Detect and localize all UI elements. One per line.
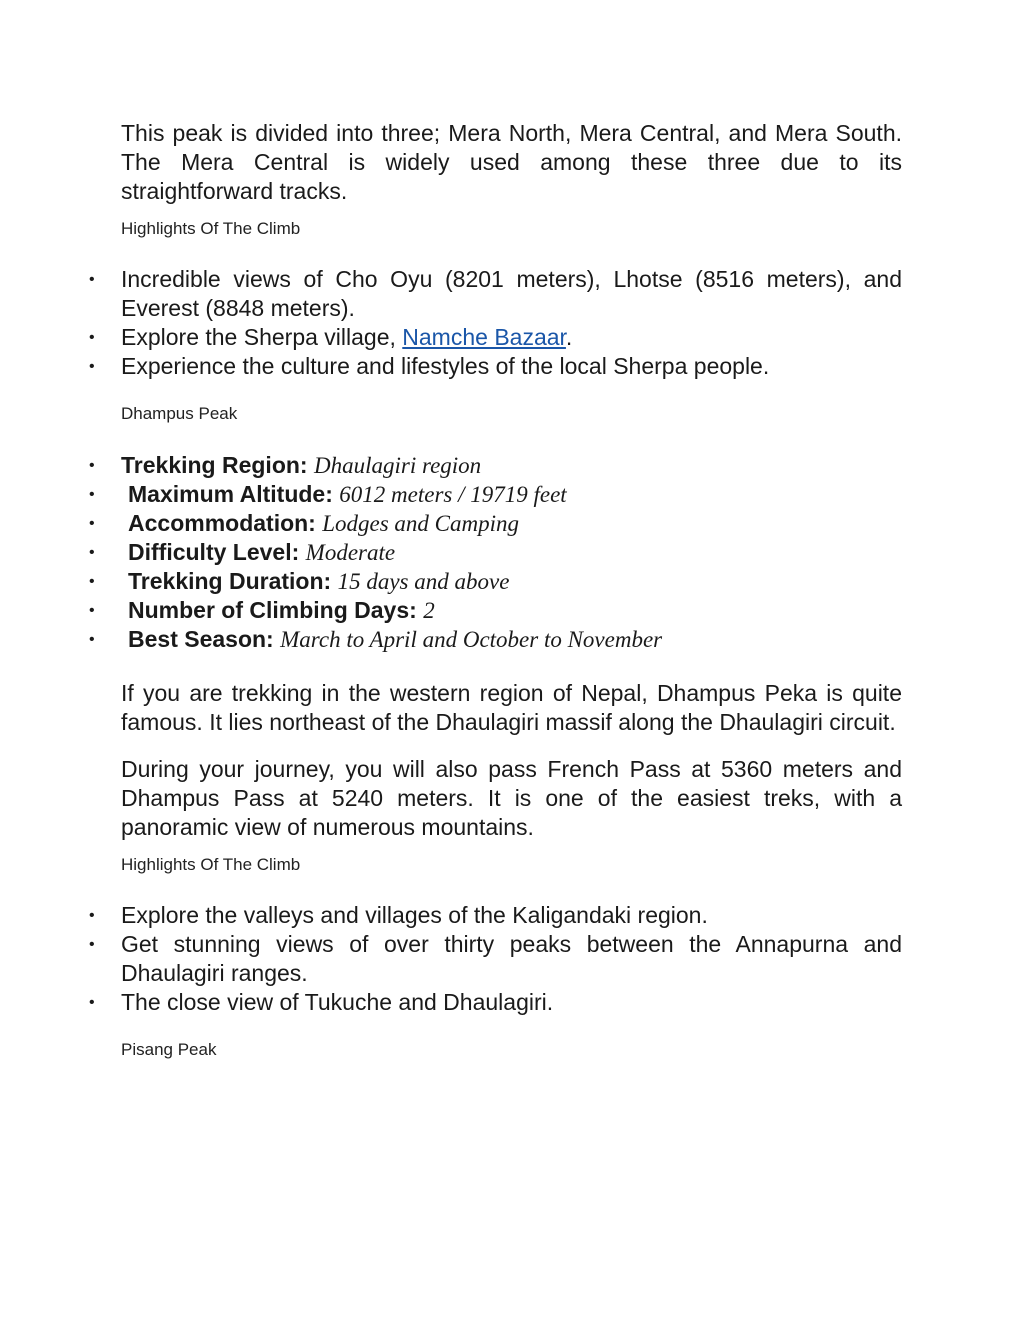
fact-climbing-days: [89, 596, 902, 625]
fact-label: Trekking Region:: [121, 452, 308, 478]
dhampus-highlights-list: [89, 901, 902, 1017]
bullet-icon: •: [89, 936, 95, 953]
list-item-text: Explore the Sherpa village,: [121, 324, 403, 350]
list-item-text: Explore the valleys and villages of the Kaligandaki region.: [121, 902, 708, 928]
list-item-text: The close view of Tukuche and Dhaulagiri.: [121, 989, 554, 1015]
list-item-suffix: .: [565, 324, 573, 350]
fact-value: 6012 meters / 19719 feet: [339, 482, 567, 507]
fact-accommodation: [89, 509, 902, 538]
section-heading-pisang-peak: Pisang Peak: [121, 1040, 217, 1059]
section-heading-dhampus-peak: Dhampus Peak: [121, 404, 238, 423]
list-item-text: Get stunning views of over thirty peaks between the Annapurna and Dhaulagiri ranges.: [121, 931, 902, 986]
fact-maximum-altitude: [89, 480, 902, 509]
bullet-icon: •: [89, 515, 95, 532]
fact-label: Maximum Altitude:: [128, 481, 333, 507]
bullet-icon: •: [89, 631, 95, 648]
bullet-icon: •: [89, 457, 95, 474]
bullet-icon: •: [89, 573, 95, 590]
list-item: [89, 901, 902, 930]
fact-value: 2: [423, 598, 435, 623]
fact-value: 15 days and above: [337, 569, 510, 594]
bullet-icon: •: [89, 358, 95, 375]
namche-bazaar-link[interactable]: Namche Bazaar: [402, 324, 566, 350]
fact-value: March to April and October to November: [280, 627, 663, 652]
bullet-icon: •: [89, 907, 95, 924]
list-item: [89, 323, 902, 352]
mera-highlights-list: [89, 265, 902, 381]
bullet-icon: •: [89, 329, 95, 346]
fact-label: Number of Climbing Days:: [128, 597, 417, 623]
list-item: [89, 988, 902, 1017]
list-item: [89, 352, 902, 381]
fact-value: Dhaulagiri region: [313, 453, 482, 478]
dhampus-paragraph-1: If you are trekking in the western region of Nepal, Dhampus Peka is quite famous. It lies northeast of the Dhaulagiri massif along the Dhaulagiri circuit.: [121, 680, 902, 735]
document-page: [89, 119, 902, 1061]
intro-paragraph: This peak is divided into three; Mera North, Mera Central, and Mera South. The Mera Central is widely used among these three due to its straightforward tracks.: [121, 120, 902, 204]
bullet-icon: •: [89, 271, 95, 288]
bullet-icon: •: [89, 544, 95, 561]
bullet-icon: •: [89, 486, 95, 503]
section-heading-dhampus-highlights: Highlights Of The Climb: [121, 855, 301, 874]
fact-best-season: [89, 625, 902, 654]
fact-trekking-region: [89, 451, 902, 480]
fact-value: Lodges and Camping: [322, 511, 520, 536]
fact-label: Best Season:: [128, 626, 274, 652]
fact-label: Trekking Duration:: [128, 568, 332, 594]
bullet-icon: •: [89, 602, 95, 619]
fact-value: Moderate: [305, 540, 396, 565]
dhampus-facts-list: [89, 451, 902, 654]
fact-trekking-duration: [89, 567, 902, 596]
fact-label: Difficulty Level:: [128, 539, 300, 565]
fact-label: Accommodation:: [128, 510, 316, 536]
list-item-text: Incredible views of Cho Oyu (8201 meters), Lhotse (8516 meters), and Everest (8848 meters).: [121, 266, 902, 321]
list-item-text: Experience the culture and lifestyles of the local Sherpa people.: [121, 353, 770, 379]
list-item: [89, 930, 902, 988]
fact-difficulty-level: [89, 538, 902, 567]
section-heading-mera-highlights: Highlights Of The Climb: [121, 219, 301, 238]
bullet-icon: •: [89, 994, 95, 1011]
list-item: [89, 265, 902, 323]
dhampus-paragraph-2: During your journey, you will also pass French Pass at 5360 meters and Dhampus Pass at 5240 meters. It is one of the easiest treks, with a panoramic view of numerous mountains.: [121, 756, 902, 840]
